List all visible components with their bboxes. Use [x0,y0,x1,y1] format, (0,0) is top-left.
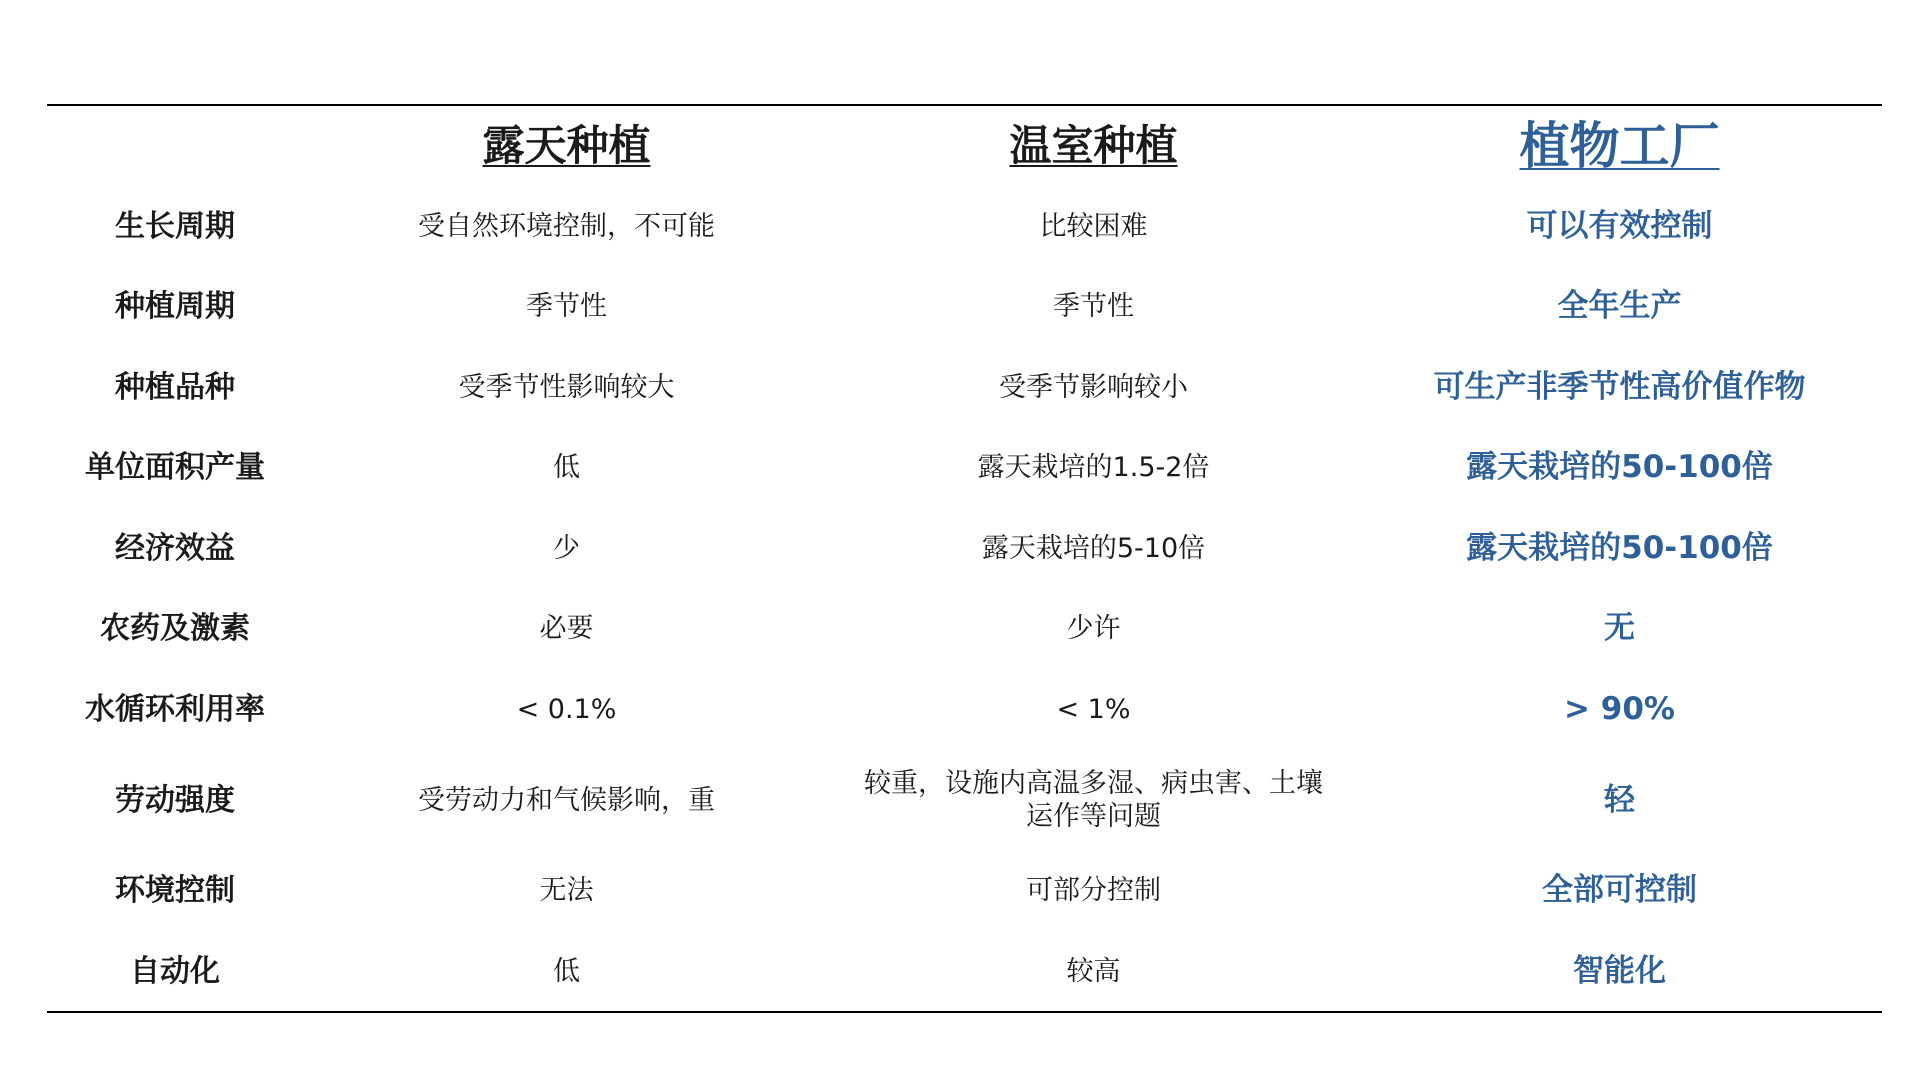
row-label: 生长周期 [115,208,235,244]
open-field-cell: < 0.1% [516,693,617,725]
plant-factory-cell: 全年生产 [1557,288,1682,325]
row-label: 种植周期 [115,289,235,325]
plant-factory-cell: 智能化 [1573,952,1666,989]
greenhouse-cell-line-2: 运作等问题 [1026,801,1161,832]
plant-factory-cell: 全部可控制 [1542,872,1697,909]
header-open-field [303,121,830,171]
row-label: 单位面积产量 [85,450,265,486]
greenhouse-cell-line-1: 较重，设施内高温多湿、病虫害、土壤 [864,768,1323,799]
open-field-cell: 受季节性影响较大 [458,371,675,403]
plant-factory-cell: > 90% [1564,690,1675,727]
row-label: 种植品种 [115,369,235,405]
open-field-cell: 少 [553,532,580,564]
plant-factory-cell: 可以有效控制 [1526,207,1713,244]
table-row [47,931,1882,1012]
row-label: 水循环利用率 [85,691,265,727]
greenhouse-cell: 比较困难 [1039,210,1148,242]
header-open-field-text: 露天种植 [482,121,651,170]
greenhouse-cell: 较高 [1066,955,1121,987]
open-field-cell: 低 [553,452,580,484]
header-plant-factory [1357,117,1882,175]
table-row [47,750,1882,851]
table-row [47,186,1882,267]
greenhouse-cell: 可部分控制 [1026,875,1161,907]
header-greenhouse [830,121,1357,171]
greenhouse-cell: 少许 [1066,613,1121,645]
open-field-cell: 无法 [539,875,594,907]
greenhouse-cell: < 1% [1056,693,1131,725]
row-label: 环境控制 [115,873,235,909]
header-greenhouse-text: 温室种植 [1009,121,1178,170]
open-field-cell: 受自然环境控制，不可能 [418,210,715,242]
table-row [47,589,1882,670]
header-plant-factory-text: 植物工厂 [1519,117,1720,175]
row-label: 劳动强度 [115,782,235,818]
bottom-rule [47,1011,1882,1013]
table-row [47,508,1882,589]
plant-factory-cell: 可生产非季节性高价值作物 [1433,368,1806,405]
header-row [47,106,1882,186]
row-label: 经济效益 [115,530,235,566]
greenhouse-cell [830,767,1357,833]
open-field-cell: 季节性 [526,291,607,323]
plant-factory-cell: 露天栽培的50-100倍 [1466,449,1773,486]
table-row [47,428,1882,509]
table-row [47,851,1882,932]
table-row [47,347,1882,428]
plant-factory-cell: 无 [1604,610,1635,647]
row-label: 农药及激素 [100,611,250,647]
plant-factory-cell: 露天栽培的50-100倍 [1466,529,1773,566]
greenhouse-cell: 露天栽培的1.5-2倍 [977,452,1210,484]
greenhouse-cell: 露天栽培的5-10倍 [981,532,1206,564]
plant-factory-cell: 轻 [1604,781,1635,818]
comparison-table [47,106,1882,1012]
open-field-cell: 受劳动力和气候影响，重 [418,784,715,816]
table-row [47,669,1882,750]
greenhouse-cell: 受季节影响较小 [999,371,1188,403]
open-field-cell: 低 [553,955,580,987]
open-field-cell: 必要 [539,613,594,645]
row-label: 自动化 [130,953,220,989]
greenhouse-cell: 季节性 [1053,291,1134,323]
table-row [47,267,1882,348]
